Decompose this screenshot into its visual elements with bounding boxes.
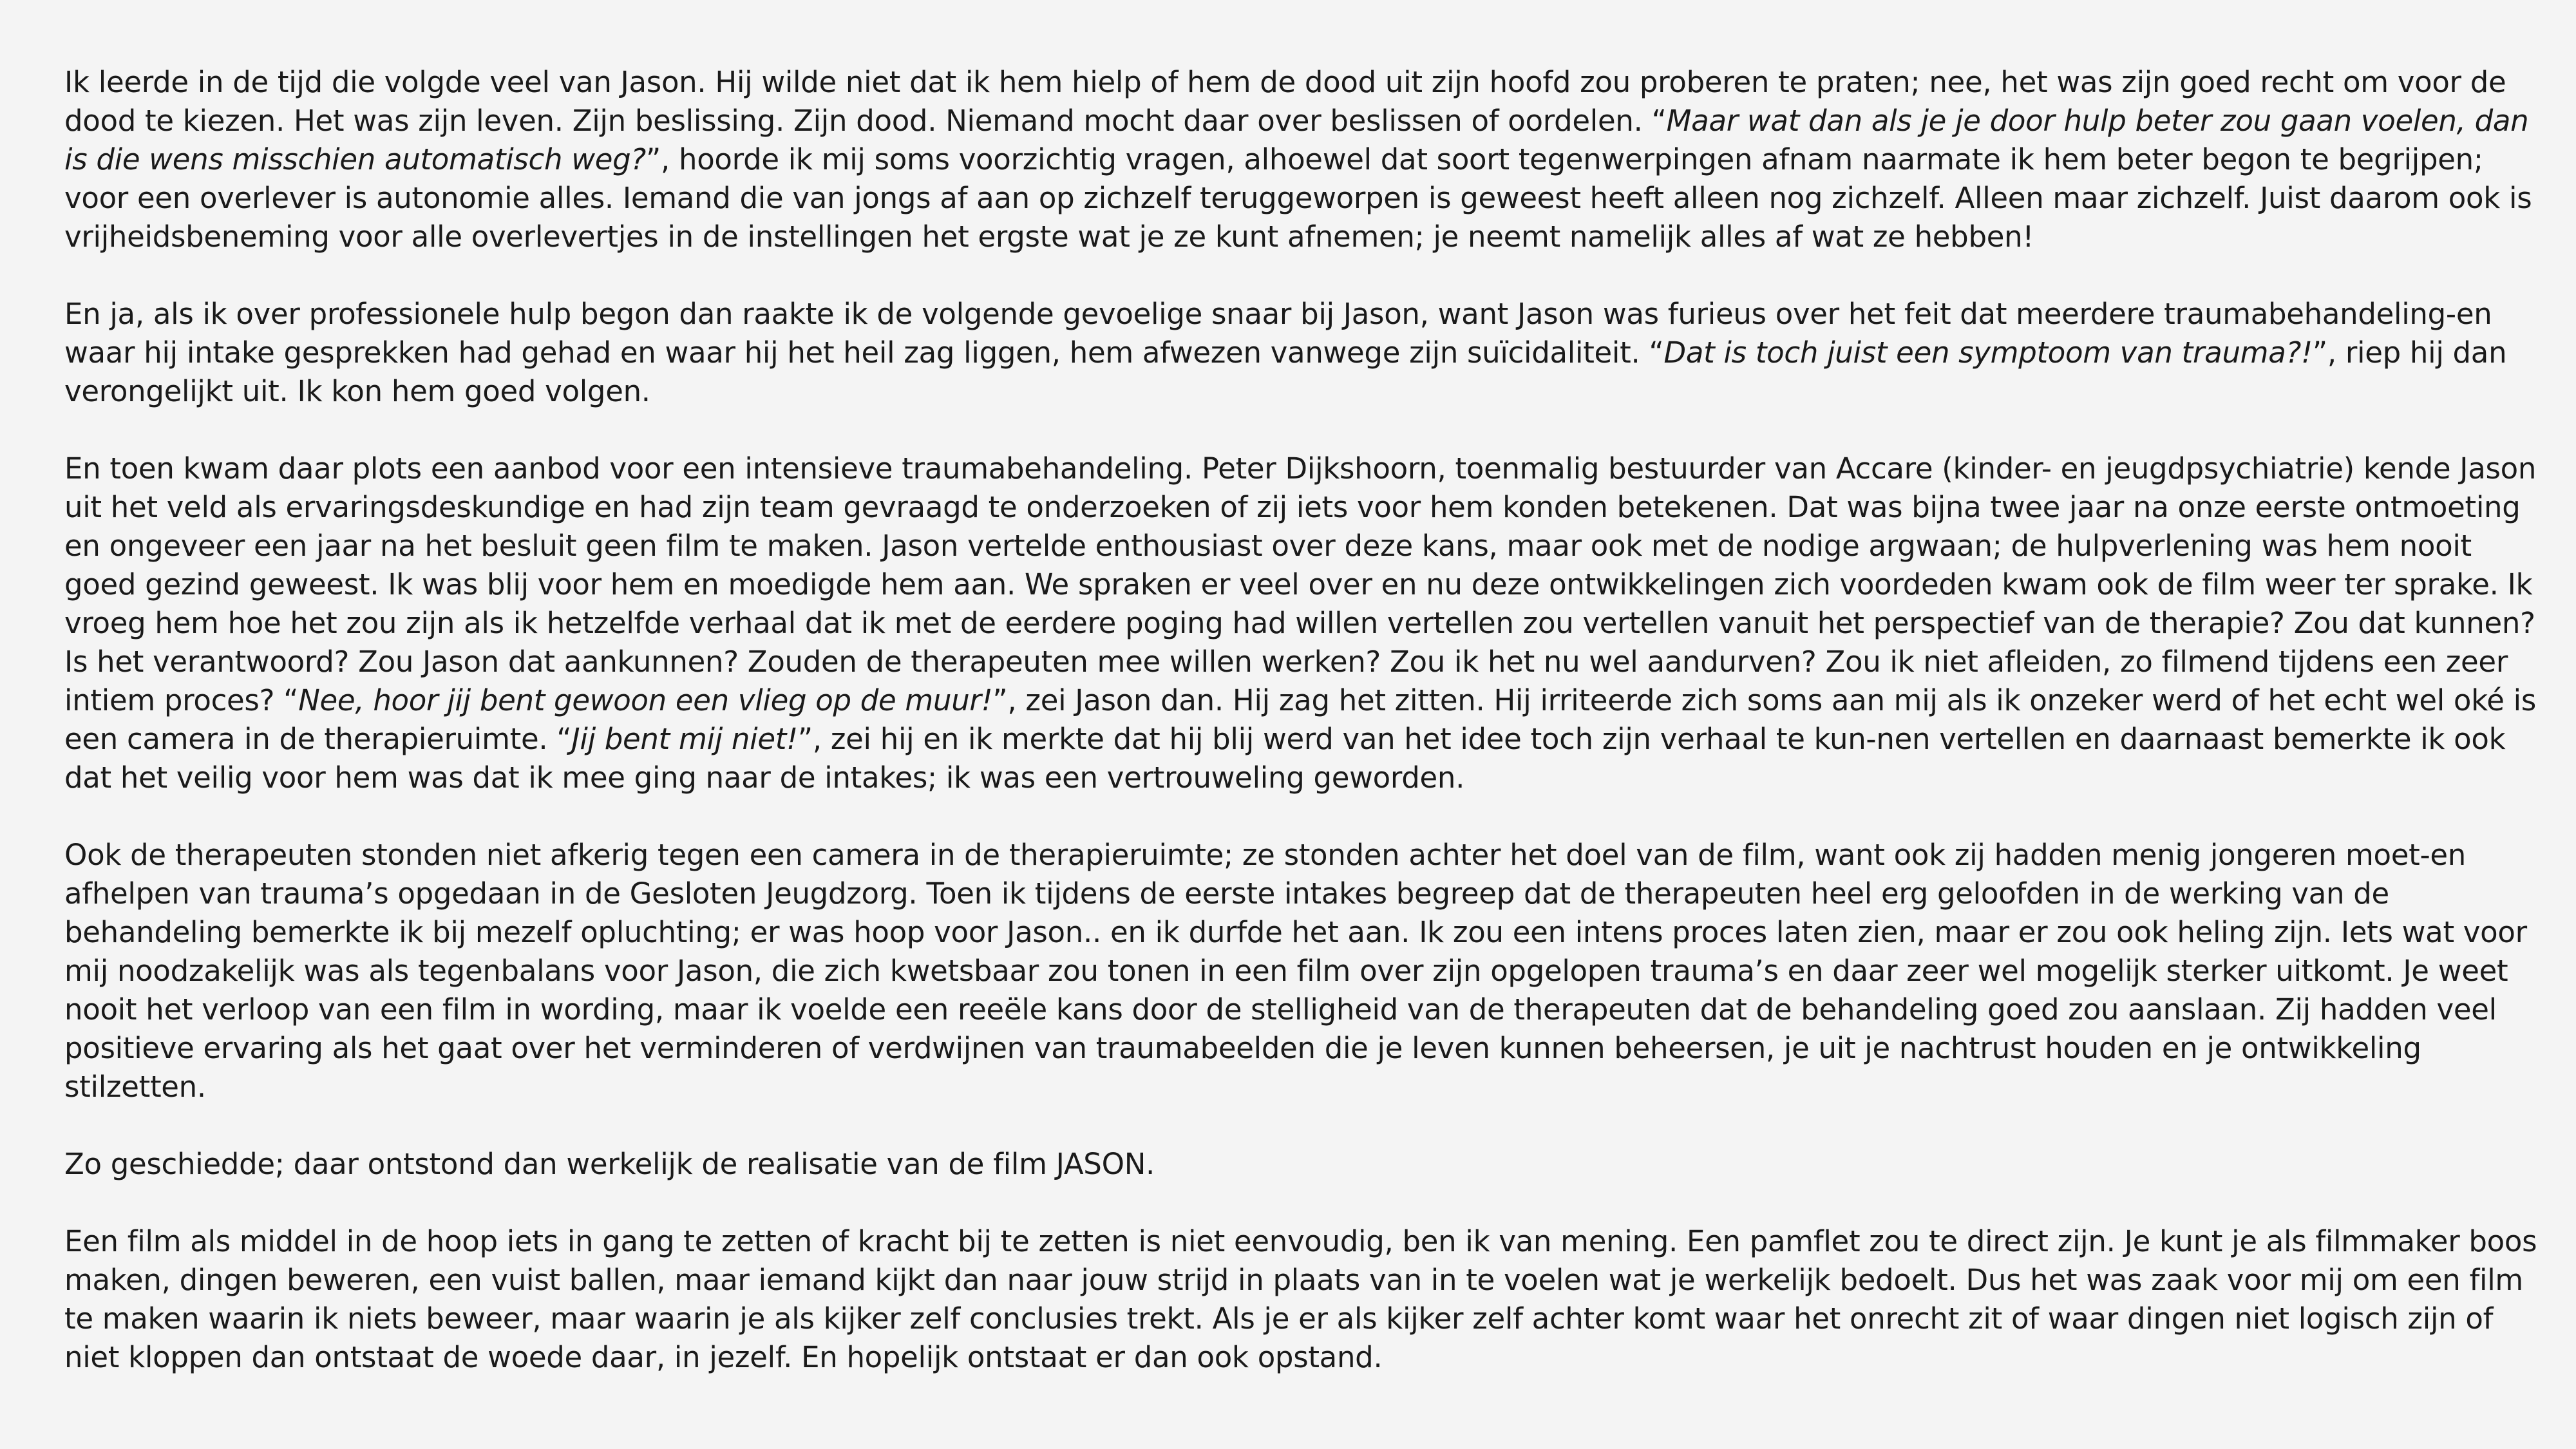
quote-segment: Dat is toch juist een symptoom van trauma?! <box>1663 336 2313 370</box>
text-segment: Ik leerde in de tijd die volgde veel van Jason. Hij wilde niet dat ik hem hielp of hem de dood uit zijn hoofd zou proberen te praten; nee, het was zijn goed recht om voor de dood te kiezen. Het was zijn leven. Zijn beslissing. Zijn dood. Niemand mocht daar over beslissen of oordelen. “ <box>64 65 2506 138</box>
text-segment: Ook de therapeuten stonden niet afkerig tegen een camera in de therapieruimte; ze stonden achter het doel van de film, want ook zij hadden menig jongeren moet-en afhelpen van trauma’s opgedaan in de Gesloten Jeugdzorg. Toen ik tijdens de eerste intakes begreep dat de therapeuten heel erg geloofden in de werking van de behandeling bemerkte ik bij mezelf opluchting; er was hoop voor Jason.. en ik durfde het aan. Ik zou een intens proces laten zien, maar er zou ook heling zijn. Iets wat voor mij noodzakelijk was als tegenbalans voor Jason, die zich kwetsbaar zou tonen in een film over zijn opgelopen trauma’s en daar zeer wel mogelijk sterker uitkomt. Je weet nooit het verloop van een film in wording, maar ik voelde een reeële kans door de stelligheid van de therapeuten dat de behandeling goed zou aanslaan. Zij hadden veel positieve ervaring als het gaat over het verminderen of verdwijnen van traumabeelden die je leven kunnen beheersen, je uit je nachtrust houden en je ontwikkeling stilzetten. <box>64 838 2527 1104</box>
text-segment: ”, zei Jason dan. Hij zag het zitten. Hij irriteerde zich soms aan mij als ik onzeker werd of het echt wel oké is een camera in de therapieruimte. “ <box>64 683 2537 756</box>
text-segment: ”, hoorde ik mij soms voorzichtig vragen, alhoewel dat soort tegenwerpingen afnam naarmate ik hem beter begon te begrijpen; voor een overlever is autonomie alles. Iemand die van jongs af aan op zichzelf teruggeworpen is geweest heeft alleen nog zichzelf. Alleen maar zichzelf. Juist daarom ook is vrijheidsbeneming voor alle overlevertjes in de instellingen het ergste wat je ze kunt afnemen; je neemt namelijk alles af wat ze hebben! <box>64 142 2532 254</box>
text-segment: En ja, als ik over professionele hulp begon dan raakte ik de volgende gevoelige snaar bij Jason, want Jason was furieus over het feit dat meerdere traumabehandeling-en waar hij intake gesprekken had gehad en waar hij het heil zag liggen, hem afwezen vanwege zijn suïcidaliteit. “ <box>64 297 2492 370</box>
paragraph <box>64 1222 2537 1377</box>
text-segment: ”, riep hij dan verongelijkt uit. Ik kon hem goed volgen. <box>64 336 2507 408</box>
text-segment: ”, zei hij en ik merkte dat hij blij werd van het idee toch zijn verhaal te kun-nen vertellen en daarnaast bemerkte ik ook dat het veilig voor hem was dat ik mee ging naar de intakes; ik was een vertrouweling geworden. <box>64 722 2506 795</box>
paragraph <box>64 1145 2537 1184</box>
paragraph <box>64 63 2537 256</box>
quote-segment: Jij bent mij niet! <box>571 722 798 756</box>
paragraph <box>64 450 2537 797</box>
text-segment: Een film als middel in de hoop iets in gang te zetten of kracht bij te zetten is niet eenvoudig, ben ik van mening. Een pamflet zou te direct zijn. Je kunt je als filmmaker boos maken, dingen beweren, een vuist ballen, maar iemand kijkt dan naar jouw strijd in plaats van in te voelen wat je werkelijk bedoelt. Dus het was zaak voor mij om een film te maken waarin ik niets beweer, maar waarin je als kijker zelf conclusies trekt. Als je er als kijker zelf achter komt waar het onrecht zit of waar dingen niet logisch zijn of niet kloppen dan ontstaat de woede daar, in jezelf. En hopelijk ontstaat er dan ook opstand. <box>64 1224 2537 1374</box>
article-body <box>64 63 2537 1377</box>
paragraph <box>64 295 2537 411</box>
quote-segment: Maar wat dan als je je door hulp beter zou gaan voelen, dan is die wens misschien automatisch weg? <box>64 104 2529 176</box>
paragraph <box>64 836 2537 1106</box>
quote-segment: Nee, hoor jij bent gewoon een vlieg op de muur! <box>298 683 993 717</box>
text-segment: En toen kwam daar plots een aanbod voor een intensieve traumabehandeling. Peter Dijkshoorn, toenmalig bestuurder van Accare (kinder- en jeugdpsychiatrie) kende Jason uit het veld als ervaringsdeskundige en had zijn team gevraagd te onderzoeken of zij iets voor hem konden betekenen. Dat was bijna twee jaar na onze eerste ontmoeting en ongeveer een jaar na het besluit geen film te maken. Jason vertelde enthousiast over deze kans, maar ook met de nodige argwaan; de hulpverlening was hem nooit goed gezind geweest. Ik was blij voor hem en moedigde hem aan. We spraken er veel over en nu deze ontwikkelingen zich voordeden kwam ook de film weer ter sprake. Ik vroeg hem hoe het zou zijn als ik hetzelfde verhaal dat ik met de eerdere poging had willen vertellen zou vertellen vanuit het perspectief van de therapie? Zou dat kunnen? Is het verantwoord? Zou Jason dat aankunnen? Zouden de therapeuten mee willen werken? Zou ik het nu wel aandurven? Zou ik niet afleiden, zo filmend tijdens een zeer intiem proces? “ <box>64 451 2537 717</box>
text-segment: Zo geschiedde; daar ontstond dan werkelijk de realisatie van de film JASON. <box>64 1147 1155 1181</box>
